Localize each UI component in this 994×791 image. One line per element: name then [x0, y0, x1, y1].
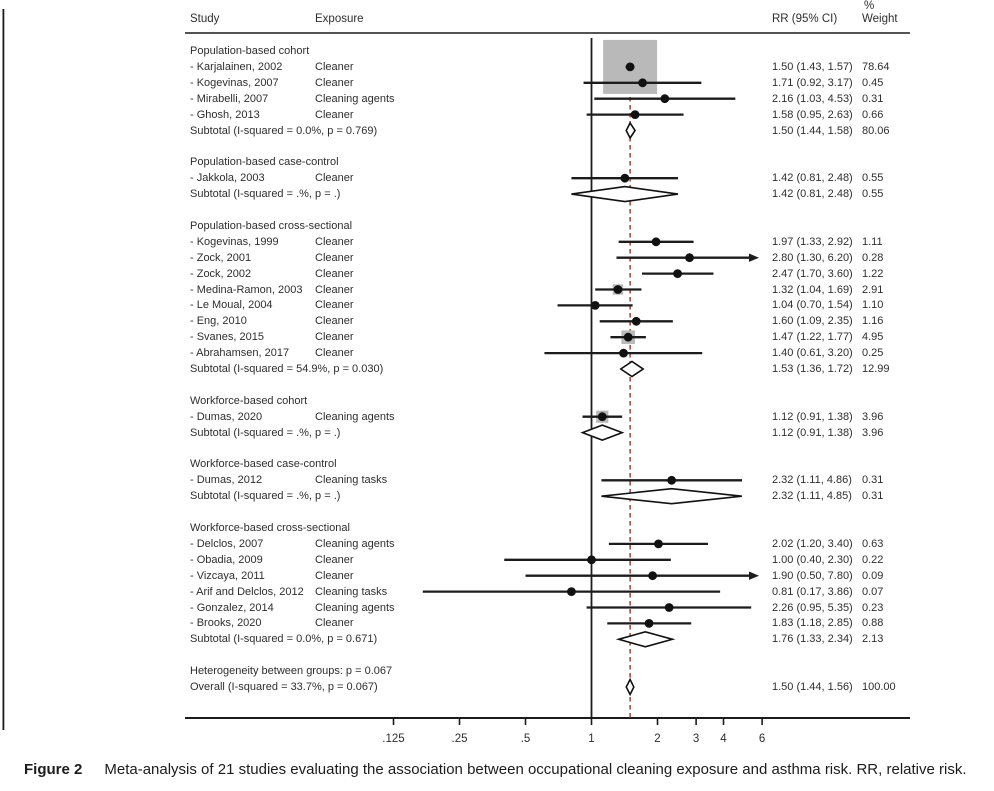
study-weight: 1.11 [862, 235, 883, 248]
study-label: - Karjalainen, 2002 [190, 60, 283, 73]
x-axis-tick-label: 2 [654, 733, 661, 745]
subtotal-rr-ci: 1.50 (1.44, 1.58) [772, 124, 853, 137]
subtotal-label: Subtotal (I-squared = 0.0%, p = 0.769) [190, 124, 378, 137]
study-weight: 1.22 [862, 267, 884, 280]
study-label: - Ghosh, 2013 [190, 108, 260, 121]
study-label: - Zock, 2002 [190, 267, 252, 280]
study-rr-ci: 1.00 (0.40, 2.30) [772, 553, 853, 566]
study-exposure: Cleaner [315, 553, 354, 566]
study-exposure: Cleaning agents [315, 92, 395, 105]
subtotal-rr-ci: 1.53 (1.36, 1.72) [772, 363, 853, 375]
overall-rr-ci: 1.50 (1.44, 1.56) [772, 681, 853, 693]
study-weight: 0.07 [862, 585, 884, 598]
study-exposure: Cleaner [315, 299, 354, 312]
summary-diamond [619, 632, 673, 647]
study-label: - Dumas, 2012 [190, 474, 263, 487]
study-label: - Dumas, 2020 [190, 410, 263, 423]
overall-label: Overall (I-squared = 33.7%, p = 0.067) [190, 681, 378, 693]
figure-caption-label: Figure 2 [24, 761, 83, 778]
study-weight: 0.31 [862, 474, 884, 487]
study-rr-ci: 1.71 (0.92, 3.17) [772, 76, 853, 89]
study-rr-ci: 2.02 (1.20, 3.40) [772, 537, 853, 550]
figure-caption [24, 761, 967, 778]
study-weight: 0.25 [862, 347, 884, 360]
study-weight: 0.22 [862, 553, 884, 566]
study-weight: 3.96 [862, 410, 884, 423]
study-weight: 0.88 [862, 617, 884, 630]
study-label: - Vizcaya, 2011 [190, 569, 265, 582]
study-weight: 2.91 [862, 283, 884, 296]
x-axis-tick-label: 4 [720, 733, 727, 745]
summary-diamond [626, 123, 635, 138]
x-axis-tick-label: .125 [382, 733, 405, 745]
subtotal-weight: 2.13 [862, 633, 884, 646]
study-label: - Svanes, 2015 [190, 331, 264, 344]
point-estimate-dot [652, 237, 661, 246]
column-header-rr-ci: RR (95% CI) [772, 13, 838, 25]
study-weight: 0.45 [862, 76, 884, 89]
study-label: - Kogevinas, 1999 [190, 235, 279, 248]
x-axis-tick-label: 6 [758, 733, 766, 745]
study-exposure: Cleaner [315, 617, 354, 630]
study-exposure: Cleaner [315, 347, 354, 360]
study-weight: 78.64 [862, 60, 890, 73]
subtotal-label: Subtotal (I-squared = 54.9%, p = 0.030) [190, 363, 384, 375]
subtotal-label: Subtotal (I-squared = .%, p = .) [190, 188, 341, 201]
point-estimate-dot [587, 555, 596, 564]
column-header-weight: Weight [862, 13, 898, 25]
study-rr-ci: 2.32 (1.11, 4.86) [772, 474, 852, 487]
study-weight: 1.16 [862, 315, 884, 328]
study-label: - Jakkola, 2003 [190, 172, 265, 185]
x-axis-tick-label: .5 [520, 733, 531, 745]
summary-diamond [583, 425, 623, 440]
study-rr-ci: 1.40 (0.61, 3.20) [772, 347, 853, 360]
point-estimate-dot [632, 317, 641, 326]
study-label: - Brooks, 2020 [190, 617, 262, 630]
study-rr-ci: 1.60 (1.09, 2.35) [772, 315, 853, 328]
study-rr-ci: 2.47 (1.70, 3.60) [772, 267, 853, 280]
study-rr-ci: 2.26 (0.95, 5.35) [772, 601, 853, 614]
page-edge-line [3, 9, 5, 730]
point-estimate-dot [619, 349, 628, 358]
study-rr-ci: 1.04 (0.70, 1.54) [772, 299, 853, 312]
study-exposure: Cleaner [315, 76, 354, 89]
point-estimate-dot [591, 301, 600, 310]
subtotal-label: Subtotal (I-squared = 0.0%, p = 0.671) [190, 633, 378, 646]
point-estimate-dot [624, 333, 633, 342]
overall-weight: 100.00 [862, 681, 896, 693]
subtotal-label: Subtotal (I-squared = .%, p = .) [190, 426, 341, 439]
x-axis-tick-label: 1 [588, 733, 595, 745]
study-exposure: Cleaning agents [315, 537, 395, 550]
point-estimate-dot [645, 619, 654, 628]
study-weight: 0.55 [862, 172, 884, 185]
subtotal-weight: 3.96 [862, 426, 884, 439]
study-rr-ci: 0.81 (0.17, 3.86) [772, 585, 853, 598]
study-weight: 0.31 [862, 92, 884, 105]
study-weight: 0.09 [862, 569, 884, 582]
figure-caption-text: Meta-analysis of 21 studies evaluating the association between occupational cleaning exposure and asthma risk. RR, relative risk. [104, 761, 967, 778]
point-estimate-dot [567, 587, 576, 596]
point-estimate-dot [685, 253, 694, 262]
point-estimate-dot [638, 78, 647, 87]
group-label: Population-based cross-sectional [190, 219, 353, 232]
point-estimate-dot [667, 476, 676, 485]
study-weight: 0.63 [862, 537, 884, 550]
study-label: - Abrahamsen, 2017 [190, 347, 290, 360]
study-label: - Medina-Ramon, 2003 [190, 283, 303, 296]
study-exposure: Cleaner [315, 267, 354, 280]
study-exposure: Cleaner [315, 108, 354, 121]
point-estimate-dot [673, 269, 682, 278]
point-estimate-dot [620, 174, 629, 183]
group-label: Workforce-based cohort [190, 394, 308, 407]
subtotal-rr-ci: 1.12 (0.91, 1.38) [772, 426, 853, 439]
study-rr-ci: 1.58 (0.95, 2.63) [772, 108, 853, 121]
point-estimate-dot [631, 110, 640, 119]
point-estimate-dot [626, 63, 635, 72]
subtotal-label: Subtotal (I-squared = .%, p = .) [190, 490, 341, 503]
study-exposure: Cleaner [315, 283, 354, 296]
point-estimate-dot [665, 603, 674, 612]
x-axis-tick-label: 3 [692, 733, 700, 745]
study-weight: 0.23 [862, 601, 884, 614]
study-rr-ci: 2.16 (1.03, 4.53) [772, 92, 853, 105]
group-label: Population-based cohort [190, 45, 310, 57]
study-exposure: Cleaner [315, 315, 354, 328]
ci-clipped-arrowhead [749, 572, 759, 580]
study-exposure: Cleaner [315, 331, 354, 344]
heterogeneity-note: Heterogeneity between groups: p = 0.067 [190, 665, 393, 678]
study-label: - Obadia, 2009 [190, 553, 263, 566]
study-label: - Delclos, 2007 [190, 537, 264, 550]
study-rr-ci: 1.97 (1.33, 2.92) [772, 235, 853, 248]
point-estimate-dot [648, 571, 657, 580]
subtotal-weight: 0.55 [862, 188, 884, 201]
subtotal-weight: 80.06 [862, 124, 890, 137]
point-estimate-dot [654, 540, 663, 549]
study-exposure: Cleaner [315, 235, 354, 248]
study-rr-ci: 1.50 (1.43, 1.57) [772, 60, 853, 73]
study-rr-ci: 2.80 (1.30, 6.20) [772, 251, 853, 264]
ci-clipped-arrowhead [749, 254, 759, 262]
study-rr-ci: 1.83 (1.18, 2.85) [772, 617, 853, 630]
group-label: Population-based case-control [190, 156, 339, 169]
study-weight: 0.66 [862, 108, 884, 121]
group-label: Workforce-based case-control [190, 458, 337, 471]
point-estimate-dot [614, 285, 623, 294]
summary-diamond [621, 362, 643, 377]
x-axis-tick-label: .25 [451, 733, 468, 745]
point-estimate-dot [660, 94, 669, 103]
study-label: - Zock, 2001 [190, 251, 252, 264]
study-label: - Le Moual, 2004 [190, 299, 273, 312]
study-rr-ci: 1.47 (1.22, 1.77) [772, 331, 853, 344]
summary-diamond [601, 489, 741, 504]
study-weight: 1.10 [862, 299, 884, 312]
study-exposure: Cleaning agents [315, 601, 395, 614]
study-rr-ci: 1.12 (0.91, 1.38) [772, 410, 853, 423]
study-exposure: Cleaner [315, 569, 354, 582]
study-label: - Eng, 2010 [190, 315, 247, 328]
point-estimate-dot [598, 412, 607, 421]
study-label: - Kogevinas, 2007 [190, 76, 279, 89]
study-exposure: Cleaner [315, 251, 354, 264]
study-rr-ci: 1.90 (0.50, 7.80) [772, 569, 853, 582]
summary-diamond [571, 187, 678, 202]
study-label: - Gonzalez, 2014 [190, 601, 274, 614]
subtotal-rr-ci: 1.42 (0.81, 2.48) [772, 188, 853, 201]
study-label: - Mirabelli, 2007 [190, 92, 269, 105]
column-header-percent: % [864, 0, 875, 12]
study-exposure: Cleaning tasks [315, 474, 388, 487]
subtotal-weight: 0.31 [862, 490, 884, 503]
column-header-exposure: Exposure [315, 13, 364, 25]
study-rr-ci: 1.42 (0.81, 2.48) [772, 172, 853, 185]
subtotal-rr-ci: 2.32 (1.11, 4.85) [772, 490, 852, 503]
subtotal-weight: 12.99 [862, 363, 890, 375]
study-weight: 0.28 [862, 251, 884, 264]
study-rr-ci: 1.32 (1.04, 1.69) [772, 283, 853, 296]
study-label: - Arif and Delclos, 2012 [190, 585, 304, 598]
study-weight: 4.95 [862, 331, 884, 344]
study-exposure: Cleaning tasks [315, 585, 388, 598]
study-exposure: Cleaning agents [315, 410, 395, 423]
study-exposure: Cleaner [315, 60, 354, 73]
summary-diamond [626, 680, 634, 695]
group-label: Workforce-based cross-sectional [190, 522, 350, 534]
column-header-study: Study [190, 13, 220, 25]
study-exposure: Cleaner [315, 172, 354, 185]
subtotal-rr-ci: 1.76 (1.33, 2.34) [772, 633, 853, 646]
